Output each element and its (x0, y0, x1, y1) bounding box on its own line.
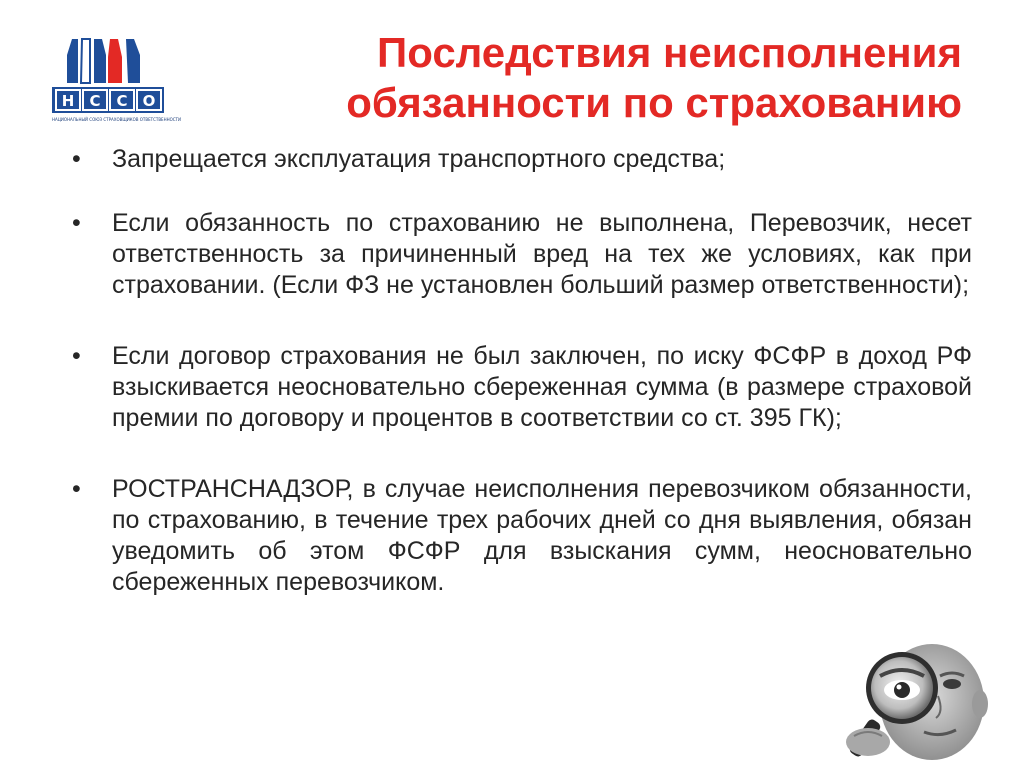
bullet-list (72, 144, 972, 638)
bullet-dot-icon: • (72, 475, 81, 503)
title-line-2: обязанности по страхованию (346, 79, 962, 126)
slide-title (242, 28, 962, 128)
bullet-text: РОСТРАНСНАДЗОР, в случае неисполнения перевозчиком обязанности, по страхованию, в течение трех рабочих дней со дня выявления, обязан уведомить об этом ФСФР для взыскания сумм, неосновательно сбереженных перевозчиком. (112, 475, 972, 596)
logo-tagline: НАЦИОНАЛЬНЫЙ СОЮЗ СТРАХОВЩИКОВ ОТВЕТСТВЕННОСТИ (52, 117, 181, 122)
bullet-dot-icon: • (72, 209, 81, 237)
bullet-item (72, 144, 972, 175)
svg-text:С: С (116, 92, 128, 110)
bullet-text: Если обязанность по страхованию не выполнена, Перевозчик, несет ответственность за причиненный вред на тех же условиях, как при страховании. (Если ФЗ не установлен больший размер ответственности); (112, 209, 972, 299)
bullet-text: Запрещается эксплуатация транспортного средства; (112, 145, 726, 173)
title-line-1: Последствия неисполнения (377, 29, 962, 76)
magnifier-man-photo (840, 640, 990, 750)
nsso-logo-icon (50, 35, 166, 119)
nsso-logo (50, 35, 181, 129)
bullet-dot-icon: • (72, 342, 81, 370)
magnifier-man-icon (840, 640, 990, 750)
bullet-text: Если договор страхования не был заключен, по иску ФСФР в доход РФ взыскивается неосновательно сбереженная сумма (в размере страховой премии по договору и процентов в соответствии со ст. 395 ГК); (112, 342, 972, 432)
bullet-item (72, 474, 972, 598)
svg-text:С: С (89, 92, 101, 110)
svg-text:Н: Н (61, 92, 75, 110)
bullet-item (72, 341, 972, 434)
bullet-item (72, 208, 972, 301)
bullet-dot-icon: • (72, 145, 81, 173)
svg-text:О: О (142, 92, 156, 110)
